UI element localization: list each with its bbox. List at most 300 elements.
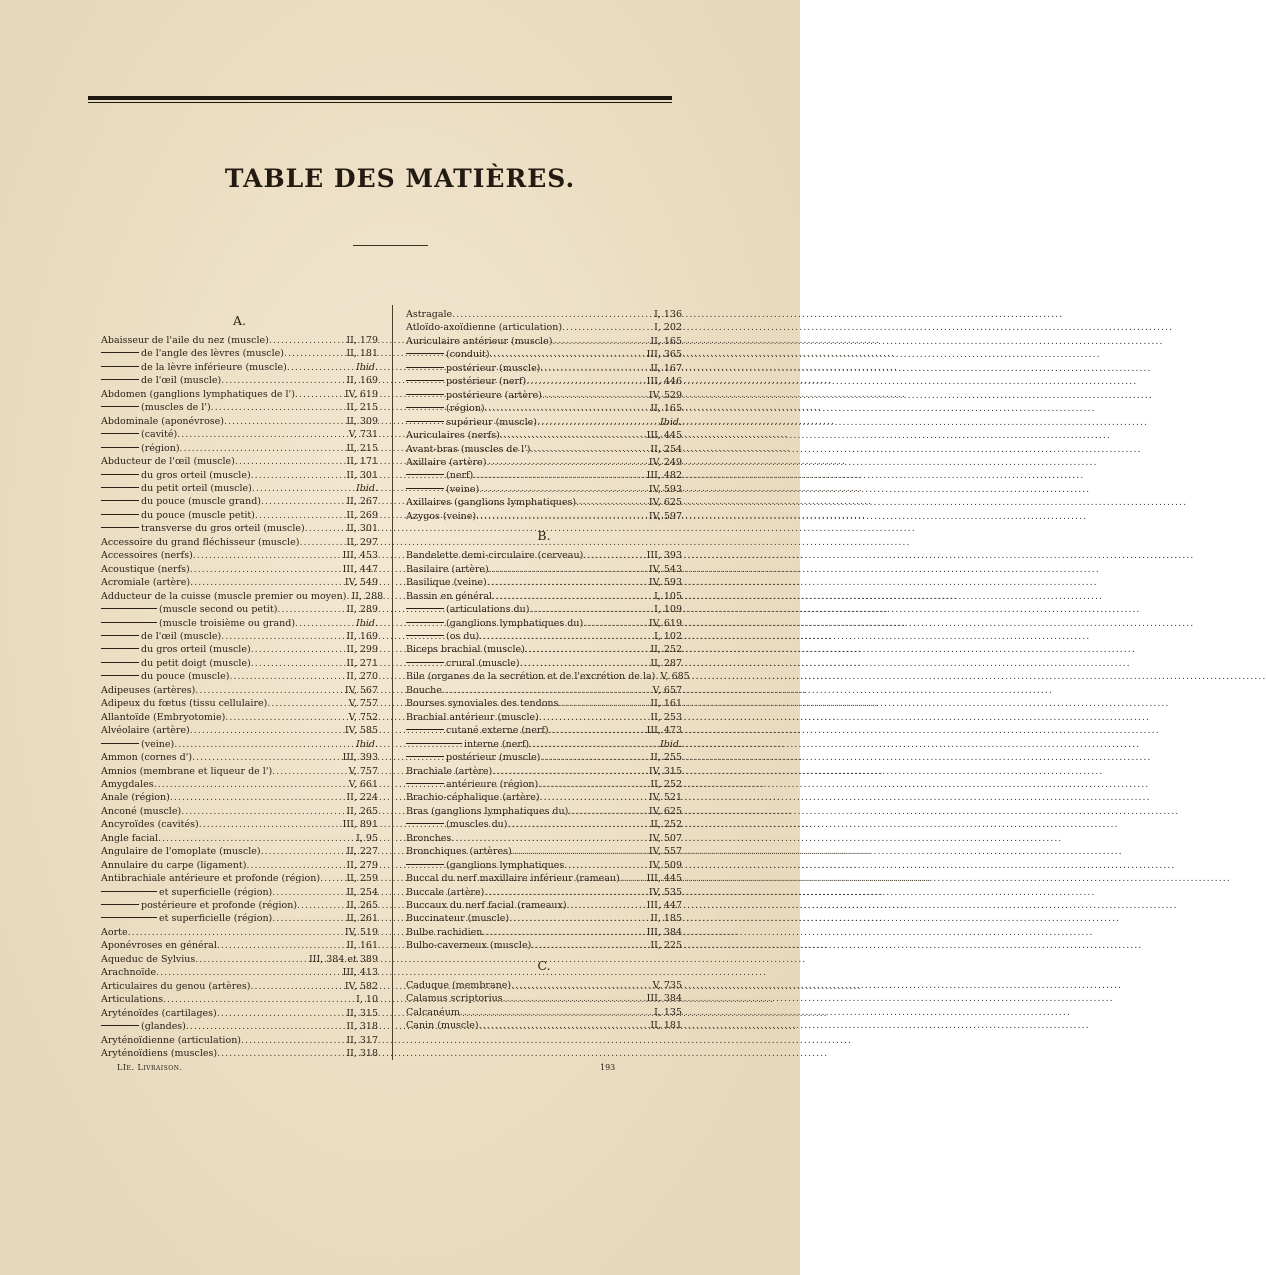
index-entry — [101, 1007, 378, 1020]
entry-label: et superficielle (région) — [159, 913, 273, 925]
index-entry — [406, 469, 682, 482]
entry-reference: Ibid. — [660, 738, 682, 750]
entry-label: (cavité) — [141, 429, 178, 441]
entry-reference: II, 301 — [346, 523, 378, 535]
dot-leader — [192, 751, 341, 764]
ditto-dash — [406, 864, 444, 865]
index-entry — [101, 401, 378, 414]
index-entry — [406, 416, 682, 429]
dot-leader — [549, 724, 645, 737]
index-entry — [406, 899, 682, 912]
entry-label: Auriculaire antérieur (muscle) — [406, 335, 553, 347]
index-entry — [406, 818, 682, 831]
dot-leader — [489, 563, 647, 576]
dot-leader — [190, 724, 343, 737]
dot-leader — [320, 872, 344, 885]
entry-label: Buccal du nerf maxillaire inférieur (rameau) — [406, 873, 620, 885]
index-entry — [406, 443, 682, 456]
dot-leader — [230, 670, 345, 683]
index-entry — [406, 657, 682, 670]
entry-reference: II, 318 — [346, 1021, 378, 1033]
entry-label: Angle facial — [101, 832, 158, 844]
entry-reference: III, 393 — [646, 550, 682, 562]
index-entry — [101, 765, 378, 778]
dot-leader — [562, 321, 652, 334]
ditto-dash — [406, 756, 444, 757]
index-entry — [101, 334, 378, 347]
entry-reference: V, 731 — [348, 429, 378, 441]
index-entry — [406, 321, 682, 334]
dot-leader — [287, 361, 354, 374]
entry-label: Bouche — [406, 684, 442, 696]
entry-reference: I, 136 — [654, 309, 682, 320]
dot-leader — [272, 765, 346, 778]
dot-leader — [190, 563, 341, 576]
index-entry — [406, 670, 690, 683]
entry-reference: IV, 625 — [648, 805, 682, 817]
entry-reference: II, 161 — [650, 698, 682, 710]
entry-reference: II, 309 — [346, 415, 378, 427]
entry-label: Accessoire du grand fléchisseur (muscle) — [101, 536, 300, 548]
dot-leader — [583, 617, 647, 630]
entry-reference: II, 161 — [346, 940, 378, 952]
index-entry — [406, 859, 682, 872]
dot-leader — [199, 818, 341, 831]
dot-leader — [473, 469, 644, 482]
entry-label: cutané externe (nerf) — [446, 725, 549, 737]
entry-reference: III, 384 — [646, 993, 682, 1005]
ditto-dash — [101, 474, 139, 475]
dot-leader — [305, 522, 345, 535]
entry-label: Amnios (membrane et liqueur de l') — [101, 765, 273, 777]
dot-leader — [211, 401, 345, 414]
entry-label: postérieur (muscle) — [446, 752, 541, 764]
entry-reference: IV, 315 — [648, 765, 682, 777]
entry-label: Abdominale (aponévrose) — [101, 415, 224, 427]
dot-leader — [538, 778, 648, 791]
index-entry — [101, 428, 378, 441]
entry-label: (région) — [446, 403, 485, 415]
entry-label: (muscle second ou petit) — [159, 604, 278, 616]
dot-leader — [492, 590, 652, 603]
index-entry — [101, 415, 378, 428]
entry-label: du pouce (muscle petit) — [141, 509, 255, 521]
index-entry — [406, 496, 682, 509]
entry-label: Amygdales — [101, 778, 154, 790]
index-entry — [406, 926, 682, 939]
entry-label: du petit orteil (muscle) — [141, 482, 252, 494]
entry-reference: III, 445 — [646, 873, 682, 885]
dot-leader — [158, 832, 354, 845]
dot-leader — [221, 374, 344, 387]
dot-leader — [537, 416, 658, 429]
dot-leader — [177, 428, 346, 441]
index-entry — [101, 899, 378, 912]
dot-leader — [180, 442, 345, 455]
dot-leader — [508, 818, 649, 831]
index-entry — [406, 845, 682, 858]
entry-reference: V, 661 — [348, 778, 378, 790]
ditto-dash — [101, 648, 139, 649]
entry-label: (muscles de l') — [141, 402, 211, 414]
entry-label: (muscles du) — [446, 819, 508, 831]
entry-label: Bassin en général — [406, 590, 493, 602]
dot-leader — [251, 980, 343, 993]
index-entry — [101, 603, 378, 616]
entry-label: postérieur (nerf) — [446, 376, 527, 388]
ditto-dash — [406, 608, 444, 609]
entry-label: Adipeuses (artères) — [101, 684, 196, 696]
entry-label: du gros orteil (muscle) — [141, 644, 251, 656]
entry-label: du pouce (muscle) — [141, 671, 230, 683]
entry-label: Abducteur de l'œil (muscle) — [101, 456, 235, 468]
title-rule — [353, 245, 428, 246]
entry-reference: II, 299 — [346, 644, 378, 656]
entry-reference: III, 384 — [646, 926, 682, 938]
ditto-dash — [101, 622, 157, 623]
index-entry — [406, 939, 682, 952]
entry-reference: I, 102 — [654, 630, 682, 642]
entry-reference: II, 165 — [650, 403, 682, 415]
dot-leader — [452, 308, 652, 321]
index-entry — [101, 791, 378, 804]
entry-reference: II, 287 — [650, 657, 682, 669]
index-entry — [101, 563, 378, 576]
entry-reference: IV, 597 — [648, 510, 682, 522]
dot-leader — [558, 697, 648, 710]
entry-label: (muscle troisième ou grand) — [159, 617, 296, 629]
entry-label: Arachnoïde — [101, 967, 157, 979]
dot-leader — [128, 926, 343, 939]
ditto-dash — [101, 608, 157, 609]
dot-leader — [154, 778, 347, 791]
entry-reference: IV, 567 — [344, 684, 378, 696]
entry-reference: IV, 625 — [648, 497, 682, 509]
entry-label: Brachial antérieur (muscle) — [406, 711, 539, 723]
dot-leader — [511, 979, 651, 992]
ditto-dash — [406, 662, 444, 663]
index-entry — [101, 845, 378, 858]
dot-leader — [163, 993, 354, 1006]
entry-reference: II, 169 — [346, 630, 378, 642]
entry-label: transverse du gros orteil (muscle) — [141, 523, 305, 535]
index-entry — [101, 536, 378, 549]
index-entry — [406, 778, 682, 791]
dot-leader — [620, 872, 645, 885]
dot-leader — [261, 495, 344, 508]
entry-reference: III, 446 — [646, 376, 682, 388]
entry-reference: II, 252 — [650, 778, 682, 790]
dot-leader — [156, 966, 340, 979]
entry-label: Bulbe rachidien — [406, 926, 483, 938]
entry-reference: II, 215 — [346, 442, 378, 454]
entry-label: et superficielle (région) — [159, 886, 273, 898]
entry-reference: III, 393 — [342, 752, 378, 764]
dot-leader — [252, 482, 354, 495]
entry-reference: II, 318 — [346, 1048, 378, 1060]
entry-label: Bourses synoviales des tendons — [406, 698, 559, 710]
entry-label: Atloïdo-axoïdienne (articulation) — [406, 322, 563, 334]
entry-label: Aryténoïdienne (articulation) — [101, 1034, 242, 1046]
ditto-dash — [101, 379, 139, 380]
entry-reference: V, 757 — [348, 765, 378, 777]
index-entry — [101, 469, 378, 482]
dot-leader — [241, 1034, 344, 1047]
entry-reference: III, 447 — [646, 900, 682, 912]
dot-leader — [267, 697, 346, 710]
entry-reference: II, 253 — [650, 711, 682, 723]
index-entry — [101, 697, 378, 710]
entry-label: du pouce (muscle grand) — [141, 496, 262, 508]
entry-reference: IV, 529 — [648, 389, 682, 401]
entry-reference: V, 685 — [660, 671, 690, 683]
entry-reference: IV, 521 — [648, 792, 682, 804]
dot-leader — [225, 711, 346, 724]
index-entry — [406, 576, 682, 589]
entry-reference: II, 165 — [650, 335, 682, 347]
ditto-dash — [101, 662, 139, 663]
index-entry — [101, 966, 378, 979]
entry-label: Antibrachiale antérieure et profonde (région) — [101, 873, 321, 885]
index-entry — [101, 872, 378, 885]
ditto-dash — [406, 488, 444, 489]
dot-leader — [479, 1019, 649, 1032]
entry-reference: II, 215 — [346, 402, 378, 414]
entry-reference: II, 269 — [346, 509, 378, 521]
index-entry — [101, 670, 378, 683]
entry-reference: IV, 535 — [648, 886, 682, 898]
dot-leader — [255, 509, 344, 522]
ditto-dash — [101, 904, 139, 905]
section-letter: A. — [232, 313, 246, 328]
dot-leader — [500, 429, 645, 442]
ditto-dash — [101, 366, 139, 367]
entry-reference: IV, 549 — [344, 577, 378, 589]
index-entry — [101, 805, 378, 818]
index-entry — [406, 510, 682, 523]
entry-reference: II, 254 — [650, 443, 682, 455]
index-entry — [406, 697, 682, 710]
index-entry — [101, 751, 378, 764]
entry-label: Articulations — [101, 994, 163, 1006]
entry-reference: Ibid. — [660, 416, 682, 428]
ditto-dash — [101, 352, 139, 353]
dot-leader — [486, 456, 646, 469]
entry-label: Bronchiques (artères) — [406, 846, 512, 858]
entry-label: Aqueduc de Sylvius — [101, 953, 196, 965]
index-entry — [406, 389, 682, 402]
entry-reference: IV, 509 — [648, 859, 682, 871]
index-entry — [101, 993, 378, 1006]
index-entry — [406, 643, 682, 656]
index-entry — [406, 912, 682, 925]
entry-label: Caduque (membrane) — [406, 979, 512, 991]
entry-label: Buccinateur (muscle) — [406, 913, 510, 925]
entry-label: Canin (muscle) — [406, 1020, 479, 1032]
dot-leader — [251, 643, 345, 656]
entry-reference: II, 265 — [346, 900, 378, 912]
entry-label: Auriculaires (nerfs) — [406, 430, 500, 442]
entry-label: Aryténoïdes (cartilages) — [101, 1007, 217, 1019]
entry-reference: I, 202 — [654, 322, 682, 334]
entry-reference: II, 267 — [346, 496, 378, 508]
entry-label: Aorte — [101, 926, 128, 938]
index-entry — [101, 859, 378, 872]
index-entry — [101, 495, 378, 508]
entry-label: Axillaire (artère) — [406, 456, 487, 468]
dot-leader — [492, 765, 647, 778]
right-column — [406, 308, 690, 1033]
entry-reference: IV, 619 — [648, 617, 682, 629]
entry-reference: IV, 519 — [344, 926, 378, 938]
entry-label: postérieure (artère) — [446, 389, 542, 401]
dot-leader — [583, 549, 644, 562]
entry-label: Buccale (artère) — [406, 886, 485, 898]
ditto-dash — [406, 407, 444, 408]
entry-label: (nerf) — [446, 470, 474, 482]
entry-reference: III, 891 — [342, 819, 378, 831]
entry-label: (articulations du) — [446, 604, 530, 616]
ditto-dash — [406, 743, 462, 744]
index-entry — [101, 522, 378, 535]
index-entry — [406, 684, 682, 697]
entry-reference: II, 179 — [346, 335, 378, 346]
entry-reference: IV, 593 — [648, 483, 682, 495]
index-entry — [101, 549, 378, 562]
dot-leader — [576, 496, 647, 509]
entry-reference: II, 181 — [650, 1020, 682, 1032]
entry-reference: Ibid. — [356, 738, 378, 750]
footer-page-number: 193 — [600, 1063, 616, 1072]
index-entry — [406, 603, 682, 616]
index-entry — [101, 630, 378, 643]
index-entry — [406, 724, 682, 737]
dot-leader — [170, 791, 344, 804]
entry-reference: I, 135 — [654, 1006, 682, 1018]
entry-label: (ganglions lymphatiques — [446, 859, 565, 871]
entry-label: de l'angle des lèvres (muscle) — [141, 348, 284, 360]
section-letter: C. — [537, 957, 551, 973]
entry-label: Abdomen (ganglions lymphatiques de l') — [101, 388, 295, 400]
index-entry — [406, 483, 682, 496]
entry-label: interne (nerf) — [464, 738, 530, 750]
index-entry — [406, 992, 682, 1005]
entry-reference: II, 171 — [346, 456, 378, 468]
entry-reference: IV, 593 — [648, 577, 682, 589]
ditto-dash — [101, 1025, 139, 1026]
entry-reference: II, 255 — [650, 752, 682, 764]
index-entry — [101, 482, 378, 495]
entry-label: Astragale — [406, 309, 453, 320]
entry-reference: IV, 582 — [344, 980, 378, 992]
index-entry — [406, 738, 682, 751]
dot-leader — [567, 899, 645, 912]
index-entry — [406, 751, 682, 764]
entry-label: (région) — [141, 442, 180, 454]
entry-label: postérieure et profonde (région) — [141, 900, 298, 912]
index-entry — [406, 617, 682, 630]
index-entry — [406, 1019, 682, 1032]
entry-label: Aponévroses en général — [101, 940, 217, 952]
index-entry — [101, 778, 378, 791]
entry-label: Bras (ganglions lymphatiques du) — [406, 805, 569, 817]
ditto-dash — [406, 353, 444, 354]
index-entry — [406, 1006, 682, 1019]
entry-reference: II, 259 — [346, 873, 378, 885]
index-entry — [101, 953, 378, 966]
entry-label: de la lèvre inférieure (muscle) — [141, 361, 287, 373]
section-letter: B. — [537, 528, 551, 544]
entry-label: Azygos (veine) — [406, 510, 477, 522]
dot-leader — [297, 899, 344, 912]
entry-reference: IV, 507 — [648, 832, 682, 844]
index-entry — [101, 818, 378, 831]
entry-label: Bulbo-caverneux (muscle) — [406, 940, 532, 952]
entry-label: Adducteur de la cuisse (muscle premier ou moyen) — [101, 590, 347, 602]
ditto-dash — [101, 406, 139, 407]
entry-reference: III, 413 — [342, 967, 378, 979]
dot-leader — [503, 992, 645, 1005]
entry-reference: IV, 585 — [344, 725, 378, 737]
entry-reference: IV, 557 — [648, 846, 682, 858]
entry-label: Brachio-céphalique (artère) — [406, 792, 540, 804]
index-entry — [406, 979, 682, 992]
dot-leader — [217, 1047, 344, 1060]
ditto-dash — [406, 367, 444, 368]
entry-reference: II, 169 — [346, 375, 378, 387]
dot-leader — [520, 657, 649, 670]
dot-leader — [512, 845, 647, 858]
dot-leader — [531, 939, 648, 952]
entry-label: (os du) — [446, 630, 480, 642]
entry-reference: II, 270 — [346, 671, 378, 683]
dot-leader — [479, 483, 647, 496]
dot-leader — [193, 549, 341, 562]
ditto-dash — [406, 729, 444, 730]
index-entry — [101, 455, 378, 468]
dot-leader — [539, 711, 648, 724]
entry-label: Acoustique (nerfs) — [101, 563, 190, 575]
dot-leader — [295, 388, 343, 401]
index-entry — [101, 1034, 378, 1047]
ditto-dash — [406, 622, 444, 623]
index-entry — [406, 791, 682, 804]
entry-label: Abaisseur de l'aile du nez (muscle) — [101, 335, 269, 346]
index-entry — [101, 509, 378, 522]
dot-leader — [564, 859, 647, 872]
dot-leader — [224, 415, 344, 428]
index-entry — [406, 805, 682, 818]
entry-label: de l'œil (muscle) — [141, 375, 222, 387]
entry-reference: II, 185 — [650, 913, 682, 925]
ditto-dash — [406, 823, 444, 824]
dot-leader — [460, 1006, 652, 1019]
index-entry — [101, 912, 378, 925]
ditto-dash — [101, 433, 139, 434]
index-entry — [101, 711, 378, 724]
ditto-dash — [406, 783, 444, 784]
index-entry — [406, 630, 682, 643]
entry-reference: III, 365 — [646, 349, 682, 361]
entry-label: supérieur (muscle) — [446, 416, 537, 428]
entry-reference: III, 445 — [646, 430, 682, 442]
dot-leader — [221, 630, 344, 643]
entry-reference: Ibid. — [356, 617, 378, 629]
entry-label: Buccaux du nerf facial (rameaux) — [406, 900, 567, 912]
entry-reference: I, 95 — [356, 832, 378, 844]
index-entry — [406, 335, 682, 348]
top-thick-rule — [88, 96, 672, 100]
